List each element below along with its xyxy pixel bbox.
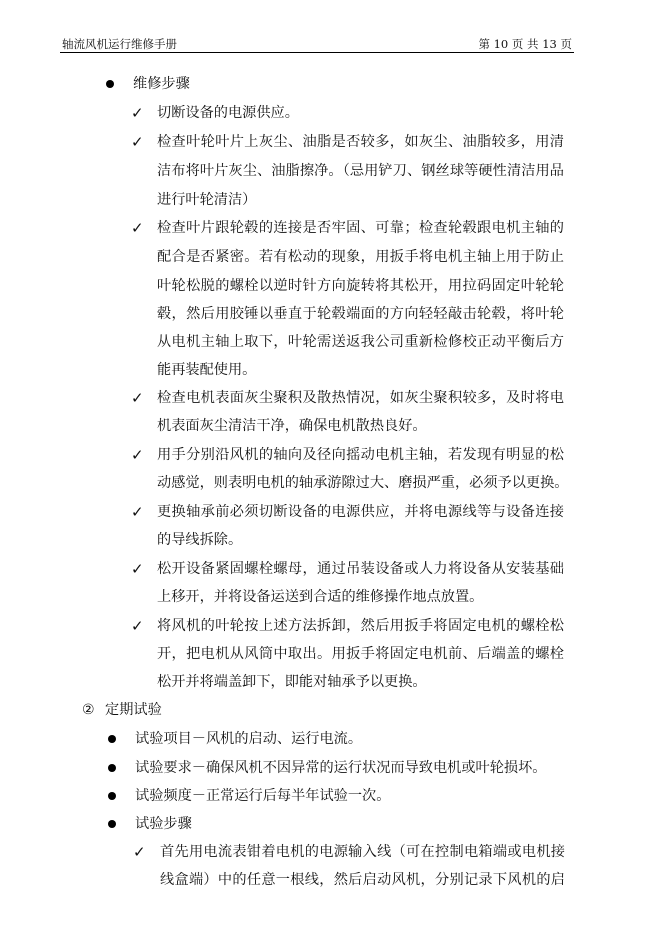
step-text-line: 动感觉，则表明电机的轴承游隙过大、磨损严重，必须予以更换。 (157, 475, 569, 491)
periodic-test-heading: 定期试验 (105, 702, 162, 718)
test-bullet-item: 试验频度－正常运行后每半年试验一次。 (135, 788, 391, 804)
step-text-line: 用手分别沿风机的轴向及径向摇动电机主轴，若发现有明显的松 (157, 447, 564, 463)
step-text-line: 松开设备紧固螺栓螺母，通过吊装设备或人力将设备从安装基础 (157, 561, 564, 577)
step-text-line: 松开并将端盖卸下，即能对轴承予以更换。 (157, 674, 427, 690)
checkmark-icon: ✓ (131, 104, 144, 122)
test-bullet-item: 试验项目－风机的启动、运行电流。 (135, 731, 363, 747)
step-text-line: 将风机的叶轮按上述方法拆卸，然后用扳手将固定电机的螺栓松 (157, 618, 564, 634)
checkmark-icon: ✓ (131, 446, 144, 464)
step-text-line: 进行叶轮清洁） (157, 192, 257, 208)
bullet-dot-icon (108, 810, 116, 839)
step-text-line: 检查电机表面灰尘聚积及散热情况，如灰尘聚积较多，及时将电 (157, 390, 564, 406)
step-text-line: 洁布将叶片灰尘、油脂擦净。（忌用铲刀、钢丝球等硬性清洁用品 (157, 163, 564, 179)
step-text-line: 检查叶轮叶片上灰尘、油脂是否较多，如灰尘、油脂较多，用清 (157, 134, 564, 150)
step-text-line: 上移开，并将设备运送到合适的维修操作地点放置。 (157, 589, 484, 605)
checkmark-icon: ✓ (131, 219, 144, 237)
checkmark-icon: ✓ (131, 133, 144, 151)
step-text-line: 开，把电机从风筒中取出。用扳手将固定电机前、后端盖的螺栓 (157, 646, 564, 662)
document-title: 轴流风机运行维修手册 (62, 37, 177, 51)
checkmark-icon: ✓ (133, 843, 146, 861)
step-text-line: 机表面灰尘清洁干净，确保电机散热良好。 (157, 418, 427, 434)
checkmark-icon: ✓ (131, 389, 144, 407)
step-text-line: 毂，然后用胶锤以垂直于轮毂端面的方向轻轻敲击轮毂，将叶轮 (157, 306, 564, 322)
step-text-line: 能再装配使用。 (157, 362, 257, 378)
step-text-line: 检查叶片跟轮毂的连接是否牢固、可靠；检查轮毂跟电机主轴的 (157, 220, 564, 236)
bullet-dot-icon (106, 70, 114, 99)
maintenance-heading: 维修步骤 (133, 76, 190, 92)
bullet-dot-icon (108, 754, 116, 783)
checkmark-icon: ✓ (131, 617, 144, 635)
step-text-line: 配合是否紧密。若有松动的现象，用扳手将电机主轴上用于防止 (157, 249, 564, 265)
step-text-line: 叶轮松脱的螺栓以逆时针方向旋转将其松开，用拉码固定叶轮轮 (157, 278, 564, 294)
step-text-line: 线盒端）中的任意一根线，然后启动风机，分别记录下风机的启 (160, 872, 565, 888)
bullet-dot-icon (108, 725, 116, 754)
step-text-line: 从电机主轴上取下，叶轮需送返我公司重新检修校正动平衡后方 (157, 334, 564, 350)
test-bullet-item: 试验要求－确保风机不因异常的运行状况而导致电机或叶轮损坏。 (135, 760, 547, 776)
section-number: ② (82, 702, 95, 718)
checkmark-icon: ✓ (131, 560, 144, 578)
step-text-line: 首先用电流表钳着电机的电源输入线（可在控制电箱端或电机接 (160, 844, 565, 860)
step-text-line: 更换轴承前必须切断设备的电源供应，并将电源线等与设备连接 (157, 504, 564, 520)
step-text-line: 切断设备的电源供应。 (157, 105, 299, 121)
page-number: 第 10 页 共 13 页 (478, 37, 572, 51)
bullet-dot-icon (108, 782, 116, 811)
step-text-line: 的导线拆除。 (157, 532, 243, 548)
checkmark-icon: ✓ (131, 503, 144, 521)
test-bullet-item: 试验步骤 (135, 816, 192, 832)
